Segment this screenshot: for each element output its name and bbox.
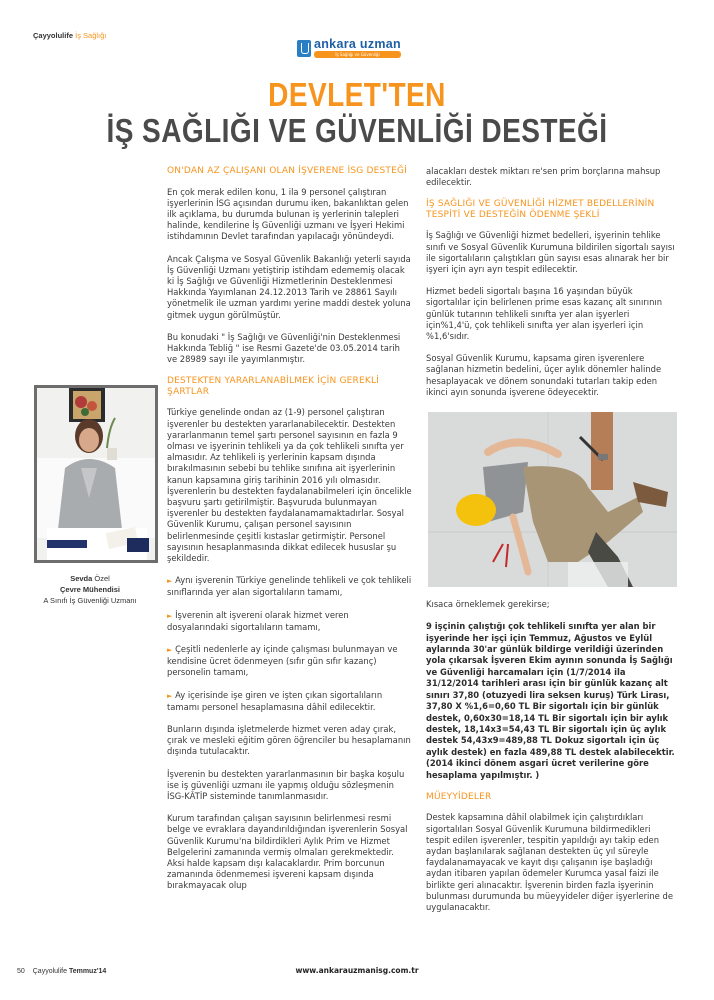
heading-isg-support: ON'DAN AZ ÇALIŞANI OLAN İŞVERENE İSG DESTEĞİ xyxy=(167,166,408,176)
paragraph: Türkiye genelinde ondan az (1-9) personel çalıştıran işverenler bu destekten yararlanabilecektir. Destekten yararlanmanın temel şartı personel sayısının en fazla 9 olması ve işyerinin tehlikeli ya da çok tehlikeli sınıfta yer almasıdır. Az tehlikeli iş yerlerinin kapsam dışında bırakılmasının sebebi bu tehlike sınıfına ait işyerlerinin kanun kapsamına giriş tarihinin 2016 yılı olmasıdır. İşverenlerin bu destekten faydalanabilmeleri için öncelikle başvuru şartı getirilmiştir. Başvuruda bulunmayan işverenler bu destekten faydalanamamaktadırlar. Sosyal Güvenlik Kurumu, çalışan personel sayısının belirlenmesinde çeşitli kıstaslar getirmiştir. Personel sayısının hesaplanmasında dikkat edilecek hususlar şu şekildedir. xyxy=(167,407,412,563)
arrow-right-icon: ► xyxy=(167,691,173,700)
heading-service-fees: İŞ SAĞLIĞI VE GÜVENLİĞİ HİZMET BEDELLERİNİN TESPİTİ VE DESTEĞİN ÖDENME ŞEKLİ xyxy=(426,199,655,220)
bullet-text: Çeşitli nedenlerle ay içinde çalışması bulunmayan ve kendisine ücret ödenmeyen (sıfır gün sıfır kazanç) personelin tamamı, xyxy=(167,644,398,678)
author-photo-illustration xyxy=(37,388,155,560)
website-link[interactable]: www.ankarauzmanisg.com.tr xyxy=(295,966,419,975)
author-photo xyxy=(34,385,158,563)
ankara-uzman-logo xyxy=(297,38,401,58)
author-title: Çevre Mühendisi xyxy=(59,585,120,594)
article-title-line-2: İŞ SAĞLIĞI VE GÜVENLİĞİ DESTEĞİ xyxy=(106,112,608,149)
bullet-text: Aynı işverenin Türkiye genelinde tehlikeli ve çok tehlikeli sınıflarında yer alan sigortalıların tamamı, xyxy=(167,575,412,598)
article-title-line-1: DEVLET'TEN xyxy=(268,76,446,113)
author-subtitle: A Sınıfı İş Güvenliği Uzmanı xyxy=(43,596,137,605)
paragraph: Hizmet bedeli sigortalı başına 16 yaşından büyük sigortalılar için belirlenen prime esas kazanç alt sınırının günlük tutarının tehlikeli sınıfta yer alan işyerleri için%1,4'ü, çok tehlikeli sınıfta yer alan işyerleri için %1,6'sıdır. xyxy=(426,286,663,342)
fallen-worker-illustration xyxy=(428,412,677,587)
section-name: İş Sağlığı xyxy=(75,31,107,40)
heading-sanctions: MÜEYYİDELER xyxy=(426,791,492,802)
page-number: 50 xyxy=(17,968,25,975)
bullet-text: İşverenin alt işvereni olarak hizmet veren dosyalarındaki sigortalıların tamamı, xyxy=(167,609,349,632)
paragraph: alacakları destek miktarı re'sen prim borçlarına mahsup edilecektir. xyxy=(426,166,661,188)
left-column xyxy=(167,166,412,903)
author-last-name: Özel xyxy=(94,574,110,583)
logo-tagline: İş Sağlığı ve Güvenliği xyxy=(314,51,401,58)
arrow-right-icon: ► xyxy=(167,646,173,654)
magazine-name: Çayyolulife xyxy=(33,31,74,40)
bullet-item xyxy=(167,610,412,633)
paragraph: Destek kapsamına dâhil olabilmek için çalıştırdıkları sigortalıları Sosyal Güvenlik Kurumuna bildirmedikleri tespit edilen işverenler, tespitin yapıldığı ayı takip eden aydan başlanılarak sağlanan destekten üç yıl süreyle faydalanamayacak ve kayıt dışı çalışanın işe başladığı aydan itibaren yapılan ödemeler Kurumca yasal faizi ile birlikte geri alınacaktır. İşverenin birden fazla işyerinin bulunması durumunda bu müeyyideler diğer işyerlerine de uygulanacaktır. xyxy=(426,812,673,913)
paragraph: Ancak Çalışma ve Sosyal Güvenlik Bakanlığı yeterli sayıda İş Güvenliği Uzmanı yetiştirip istihdam edememiş olacak ki İş Sağlığı ve Güvenliği Hizmetlerinin Desteklenmesi Hakkında Yayımlanan 24.12.2013 Tarih ve 28861 Sayılı yönetmelik ile uzman yardımı yerine maddi destek yoluna gitmek uygun görülmüştür. xyxy=(167,253,411,320)
footer-issue: Temmuz'14 xyxy=(68,968,107,975)
paragraph: Bunların dışında işletmelerde hizmet veren aday çırak, çırak ve mesleki eğitim gören öğrenciler bu hesaplamanın dışında tutulacaktır. xyxy=(167,724,411,757)
paragraph: En çok merak edilen konu, 1 ila 9 personel çalıştıran işyerlerinin İSG açısından durumu iken, bakanlıktan gelen ilk açıklama, bu durumda bulunan iş yerlerinin talepleri halinde, kendilerine İş Güvenliği uzmanı ve İşyeri Hekimi istihdamının Devlet tarafından yapılacağı yönündeydi. xyxy=(167,186,409,242)
logo-mark-icon xyxy=(297,40,311,57)
bullet-item xyxy=(167,690,412,713)
paragraph: Sosyal Güvenlik Kurumu, kapsama giren işverenlere sağlanan hizmetin bedelini, üçer aylık dönemler halinde hesaplayacak ve dönem sonundaki tutarları takip eden ikinci ayın sonunda işverene ödeyecektir. xyxy=(426,353,662,397)
paragraph: Bu konudaki " İş Sağlığı ve Güvenliği'nin Desteklenmesi Hakkında Tebliğ " ise Resmi Gazete'de 03.05.2014 tarih ve 28989 sayı ile yayımlanmıştır. xyxy=(167,331,401,365)
running-head xyxy=(33,31,106,40)
arrow-right-icon: ► xyxy=(167,611,173,620)
paragraph: İşverenin bu destekten yararlanmasının bir başka koşulu ise iş güvenliği uzmanı ile yapmış olduğu sözleşmenin İSG-KÂTİP sisteminde tanımlanmasıdır. xyxy=(167,768,405,802)
paragraph: İş Sağlığı ve Güvenliği hizmet bedelleri, işyerinin tehlike sınıfı ve Sosyal Güvenlik Kurumuna bildirilen sigortalı sayısı ile sigortalıların çalıştıkları gün sayısı esas alınarak her bir işyeri için ayrı ayrı tespit edilecektir. xyxy=(426,230,675,275)
paragraph: Kurum tarafından çalışan sayısının belirlenmesi resmi belge ve evraklara dayandırıldığından işverenlerin Sosyal Güvenlik Kurumu'na bildirdikleri Aylık Prim ve Hizmet Belgelerini zamanında vermiş olmaları gerekmektedir. Aksi halde kapsam dışı kalacaklardır. Prim borcunun zamanında ödenmemesi işvereni kapsam dışında bırakmayacak olup xyxy=(167,813,408,891)
author-caption xyxy=(20,573,160,606)
bullet-text: Ay içerisinde işe giren ve işten çıkan sigortalıların tamamı personel hesaplamasına dâhil edilecektir. xyxy=(167,689,383,712)
fallen-worker-photo xyxy=(428,412,677,587)
author-first-name: Sevda xyxy=(70,574,93,583)
example-calculation: 9 işçinin çalıştığı çok tehlikeli sınıfta yer alan bir işyerinde her işçi için Temmuz, Ağustos ve Eylül aylarında 30'ar günlük bildirge verildiği üzerinden yola çıkarsak İşveren Ekim ayının sonunda İş Sağlığı ve Güvenliği harcamaları için (1/7/2014 ila 31/12/2014 tarihleri arası için bir günlük kazanç alt sınırı 37,80 (otuzyedi lira seksen kuruş) Türk Lirası, 37,80 X %1,6=0,60 TL Bir sigortalı için bir günlük destek, 0,60x30=18,14 TL Bir sigortalı için bir aylık destek, 18,14x3=54,43 TL Bir sigortalı için üç aylık destek 54,43x9=489,88 TL Dokuz sigortalı için üç aylık destek) en fazla 489,88 TL destek alabilecektir. (2014 ikinci dönem asgari ücret verilerine göre hesaplama yapılmıştır. ) xyxy=(426,621,675,780)
footer-magazine: Çayyolulife xyxy=(32,968,67,975)
paragraph: Kısaca örneklemek gerekirse; xyxy=(426,599,550,610)
heading-requirements: DESTEKTEN YARARLANABİLMEK İÇİN GEREKLİ ŞARTLAR xyxy=(167,376,380,397)
arrow-right-icon: ► xyxy=(167,577,173,586)
bullet-item xyxy=(167,644,412,679)
bullet-item xyxy=(167,575,412,598)
logo-name: ankara uzman xyxy=(314,37,401,51)
